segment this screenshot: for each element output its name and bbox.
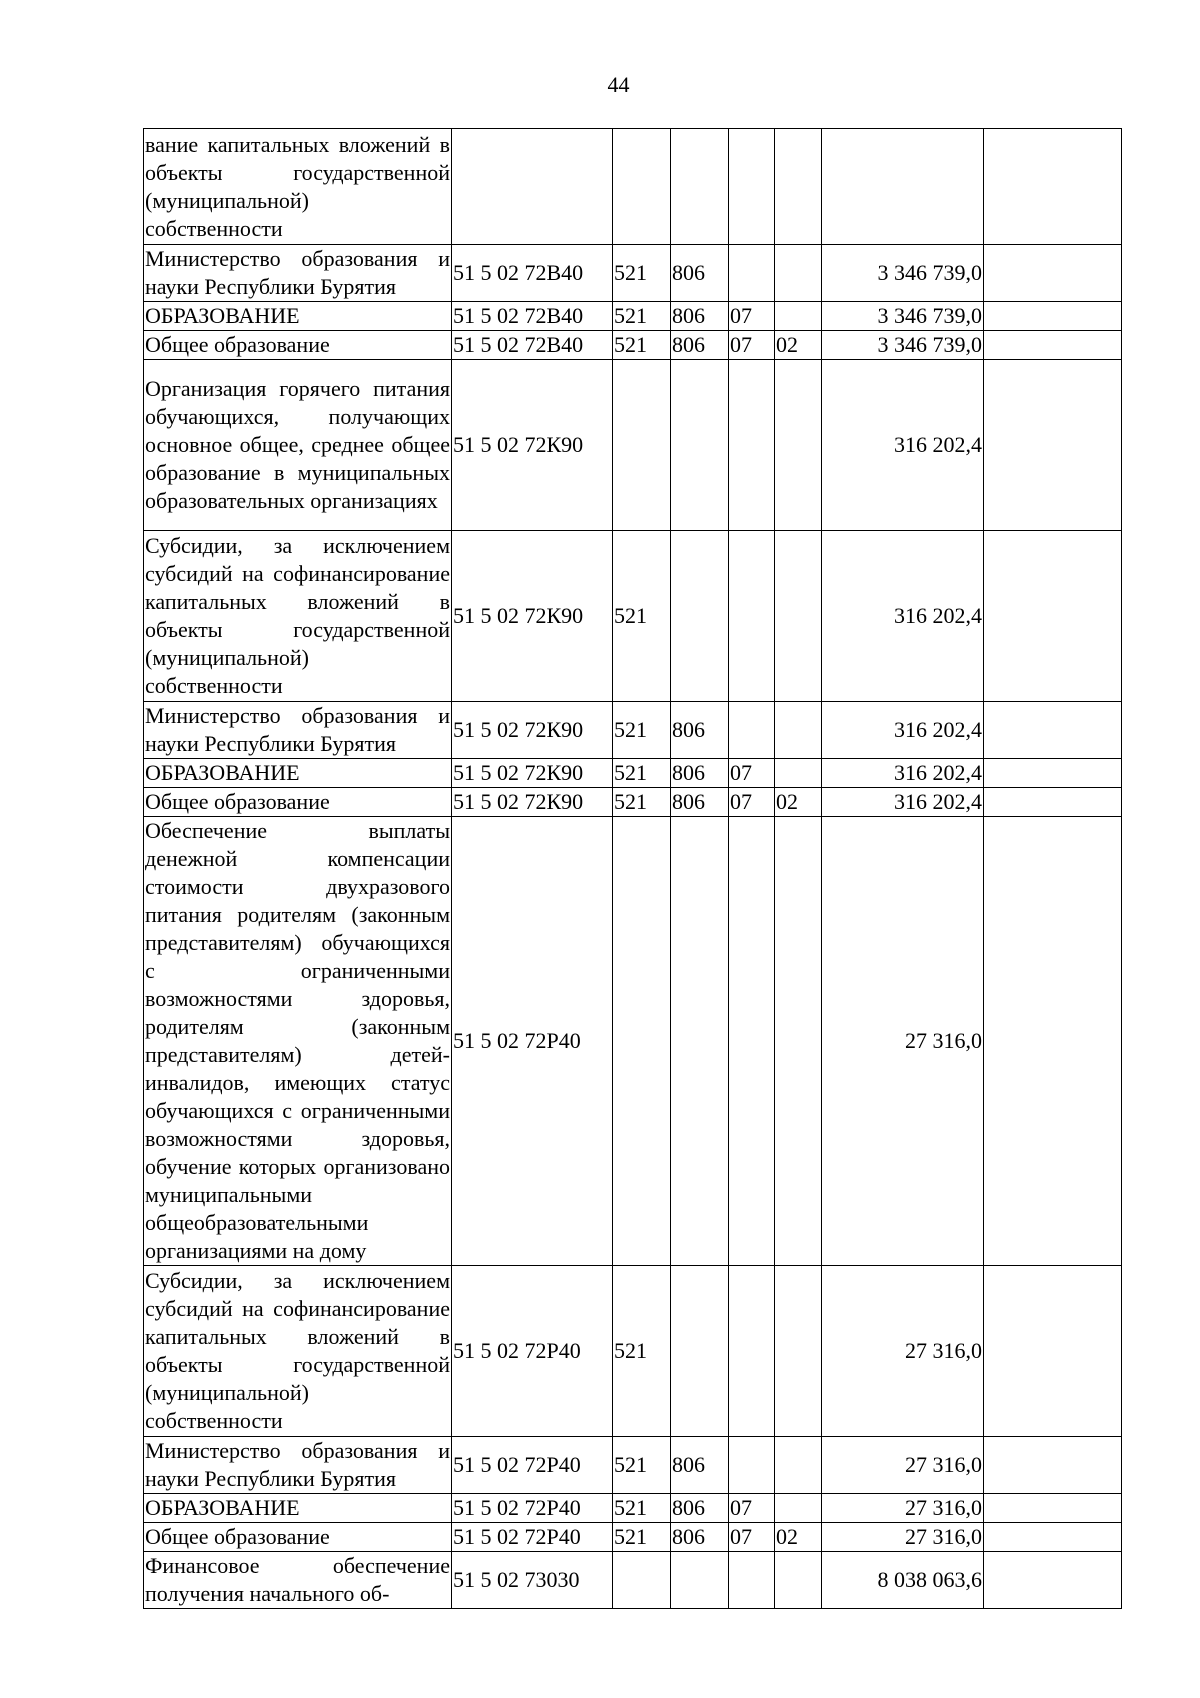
empty-cell	[984, 245, 1122, 302]
row-name: Министерство образования и науки Республики Бурятия	[144, 702, 452, 759]
row-name: Общее образование	[144, 788, 452, 817]
table-row	[144, 1523, 1122, 1552]
target-code: 51 5 02 72В40	[452, 331, 613, 360]
subsection-code	[775, 759, 822, 788]
section-code	[729, 245, 775, 302]
target-code: 51 5 02 72В40	[452, 245, 613, 302]
ministry-code: 806	[671, 1494, 729, 1523]
section-code: 07	[729, 759, 775, 788]
table-row	[144, 1552, 1122, 1609]
row-name: ОБРАЗОВАНИЕ	[144, 302, 452, 331]
expense-type: 521	[613, 245, 671, 302]
subsection-code	[775, 1494, 822, 1523]
ministry-code: 806	[671, 331, 729, 360]
ministry-code	[671, 817, 729, 1266]
amount: 316 202,4	[822, 531, 984, 702]
subsection-code	[775, 1437, 822, 1494]
table-row	[144, 702, 1122, 759]
table-row	[144, 1437, 1122, 1494]
empty-cell	[984, 331, 1122, 360]
target-code: 51 5 02 72В40	[452, 302, 613, 331]
target-code: 51 5 02 72К90	[452, 759, 613, 788]
row-name: Министерство образования и науки Республики Бурятия	[144, 245, 452, 302]
row-name: ОБРАЗОВАНИЕ	[144, 1494, 452, 1523]
row-name: Общее образование	[144, 1523, 452, 1552]
target-code: 51 5 02 72Р40	[452, 1523, 613, 1552]
empty-cell	[984, 759, 1122, 788]
amount: 316 202,4	[822, 360, 984, 531]
table-row	[144, 531, 1122, 702]
section-code: 07	[729, 1494, 775, 1523]
expense-type: 521	[613, 331, 671, 360]
subsection-code	[775, 817, 822, 1266]
expense-type: 521	[613, 1523, 671, 1552]
expense-type	[613, 1552, 671, 1609]
section-code	[729, 129, 775, 245]
subsection-code	[775, 531, 822, 702]
section-code	[729, 1437, 775, 1494]
table-row	[144, 788, 1122, 817]
section-code	[729, 817, 775, 1266]
ministry-code	[671, 360, 729, 531]
row-name: ОБРАЗОВАНИЕ	[144, 759, 452, 788]
amount	[822, 129, 984, 245]
ministry-code: 806	[671, 302, 729, 331]
amount: 3 346 739,0	[822, 245, 984, 302]
section-code	[729, 360, 775, 531]
expense-type: 521	[613, 702, 671, 759]
table-body	[144, 129, 1122, 1609]
row-name: Субсидии, за исключением субсидий на софинансирование капитальных вложений в объекты государственной (муниципальной) собственности	[144, 531, 452, 702]
row-name: Организация горячего питания обучающихся, получающих основное общее, среднее общее образование в муниципальных образовательных организациях	[144, 360, 452, 531]
expense-type: 521	[613, 788, 671, 817]
table-row	[144, 817, 1122, 1266]
ministry-code: 806	[671, 702, 729, 759]
section-code	[729, 1266, 775, 1437]
expense-type: 521	[613, 302, 671, 331]
amount: 27 316,0	[822, 1266, 984, 1437]
section-code: 07	[729, 1523, 775, 1552]
empty-cell	[984, 1494, 1122, 1523]
table-row	[144, 1494, 1122, 1523]
amount: 3 346 739,0	[822, 331, 984, 360]
amount: 316 202,4	[822, 759, 984, 788]
ministry-code: 806	[671, 788, 729, 817]
table-row	[144, 360, 1122, 531]
ministry-code	[671, 129, 729, 245]
subsection-code	[775, 360, 822, 531]
target-code: 51 5 02 72К90	[452, 360, 613, 531]
ministry-code	[671, 531, 729, 702]
row-name: Финансовое обеспечение получения начального об-	[144, 1552, 452, 1609]
amount: 316 202,4	[822, 702, 984, 759]
expense-type	[613, 129, 671, 245]
amount: 27 316,0	[822, 1437, 984, 1494]
subsection-code: 02	[775, 1523, 822, 1552]
subsection-code	[775, 1266, 822, 1437]
empty-cell	[984, 302, 1122, 331]
section-code	[729, 531, 775, 702]
target-code: 51 5 02 72К90	[452, 702, 613, 759]
target-code: 51 5 02 72Р40	[452, 1266, 613, 1437]
table-row	[144, 129, 1122, 245]
empty-cell	[984, 531, 1122, 702]
section-code: 07	[729, 331, 775, 360]
target-code: 51 5 02 72Р40	[452, 817, 613, 1266]
subsection-code: 02	[775, 788, 822, 817]
ministry-code	[671, 1552, 729, 1609]
target-code: 51 5 02 72К90	[452, 788, 613, 817]
target-code	[452, 129, 613, 245]
row-name: Обеспечение выплаты денежной компенсации стоимости двухразового питания родителям (законным представителям) обучающихся с ограниченными возможностями здоровья, родителям (законным представителям) детей-инвалидов, имеющих статус обучающихся с ограниченными возможностями здоровья, обучение которых организовано муниципальными общеобразовательными организациями на дому	[144, 817, 452, 1266]
subsection-code	[775, 302, 822, 331]
ministry-code: 806	[671, 245, 729, 302]
page-number: 44	[607, 72, 630, 97]
subsection-code	[775, 245, 822, 302]
amount: 3 346 739,0	[822, 302, 984, 331]
target-code: 51 5 02 72Р40	[452, 1437, 613, 1494]
ministry-code	[671, 1266, 729, 1437]
ministry-code: 806	[671, 759, 729, 788]
empty-cell	[984, 1266, 1122, 1437]
ministry-code: 806	[671, 1523, 729, 1552]
amount: 316 202,4	[822, 788, 984, 817]
expense-type	[613, 817, 671, 1266]
empty-cell	[984, 1437, 1122, 1494]
expense-type: 521	[613, 1437, 671, 1494]
subsection-code	[775, 702, 822, 759]
expense-type: 521	[613, 1494, 671, 1523]
expense-type	[613, 360, 671, 531]
expense-type: 521	[613, 1266, 671, 1437]
empty-cell	[984, 817, 1122, 1266]
section-code	[729, 1552, 775, 1609]
empty-cell	[984, 1523, 1122, 1552]
table-row	[144, 759, 1122, 788]
row-name: Субсидии, за исключением субсидий на софинансирование капитальных вложений в объекты государственной (муниципальной) собственности	[144, 1266, 452, 1437]
budget-table	[143, 128, 1122, 1609]
table-row	[144, 302, 1122, 331]
amount: 27 316,0	[822, 1523, 984, 1552]
section-code: 07	[729, 302, 775, 331]
empty-cell	[984, 129, 1122, 245]
empty-cell	[984, 788, 1122, 817]
row-name: вание капитальных вложений в объекты государственной (муниципальной) собственности	[144, 129, 452, 245]
expense-type: 521	[613, 759, 671, 788]
table-row	[144, 331, 1122, 360]
subsection-code	[775, 129, 822, 245]
empty-cell	[984, 702, 1122, 759]
table-row	[144, 245, 1122, 302]
subsection-code: 02	[775, 331, 822, 360]
section-code: 07	[729, 788, 775, 817]
amount: 8 038 063,6	[822, 1552, 984, 1609]
subsection-code	[775, 1552, 822, 1609]
ministry-code: 806	[671, 1437, 729, 1494]
empty-cell	[984, 1552, 1122, 1609]
target-code: 51 5 02 73030	[452, 1552, 613, 1609]
row-name: Общее образование	[144, 331, 452, 360]
empty-cell	[984, 360, 1122, 531]
table-row	[144, 1266, 1122, 1437]
amount: 27 316,0	[822, 817, 984, 1266]
row-name: Министерство образования и науки Республики Бурятия	[144, 1437, 452, 1494]
target-code: 51 5 02 72Р40	[452, 1494, 613, 1523]
target-code: 51 5 02 72К90	[452, 531, 613, 702]
section-code	[729, 702, 775, 759]
amount: 27 316,0	[822, 1494, 984, 1523]
expense-type: 521	[613, 531, 671, 702]
